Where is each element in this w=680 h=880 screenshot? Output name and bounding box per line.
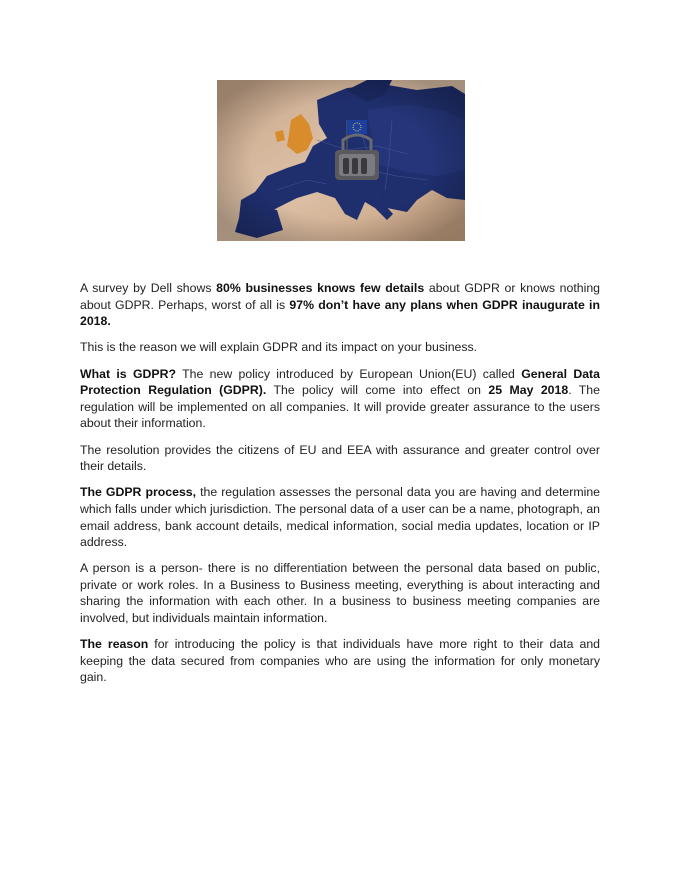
bold-text: 97% don’t have any plans when GDPR inaugurate in 2018. [80,297,600,329]
bold-text: 80% businesses knows few details [216,281,425,295]
text-run: The new policy introduced by European Union(EU) called [176,366,522,381]
paragraph-6 [80,560,600,626]
bold-text: The GDPR process, [80,485,197,500]
paragraph-2 [80,339,600,356]
text-run: for introducing the policy is that individuals have more right to their data and keeping the data secured from companies who are using the information for only monetary gain. [80,637,600,685]
europe-map-padlock-image [217,80,465,241]
text-run: The resolution provides the citizens of EU and EEA with assurance and greater control over their details. [80,442,600,474]
text-run: . The regulation will be implemented on all companies. It will provide greater assurance to the users about their information. [80,383,600,431]
bold-text: What is GDPR? [80,366,177,381]
text-run: The policy will come into effect on [266,383,489,398]
paragraph-1 [80,280,600,330]
text-run: A person is a person- there is no differentiation between the personal data based on public, private or work roles. In a Business to Business meeting, everything is about interacting and sharing the information with each other. In a business to business meeting companies are involved, but individuals maintain information. [80,561,600,626]
paragraph-5 [80,484,600,550]
text-run: about GDPR or knows nothing about GDPR. Perhaps, worst of all is [80,281,601,312]
bold-text: General Data Protection Regulation (GDPR). [80,366,600,398]
paragraph-3 [80,366,600,432]
text-run: the regulation assesses the personal data you are having and determine which falls under which jurisdiction. The personal data of a user can be a name, photograph, an email address, bank account details, medical information, social media updates, location or IP address. [80,485,600,550]
bold-text: 25 May 2018 [488,383,569,398]
text-run: This is the reason we will explain GDPR and its impact on your business. [80,340,478,355]
paragraph-4 [80,442,600,475]
article-body [80,280,600,696]
text-run: A survey by Dell shows [80,281,217,295]
bold-text: The reason [80,637,149,652]
paragraph-7 [80,636,600,686]
